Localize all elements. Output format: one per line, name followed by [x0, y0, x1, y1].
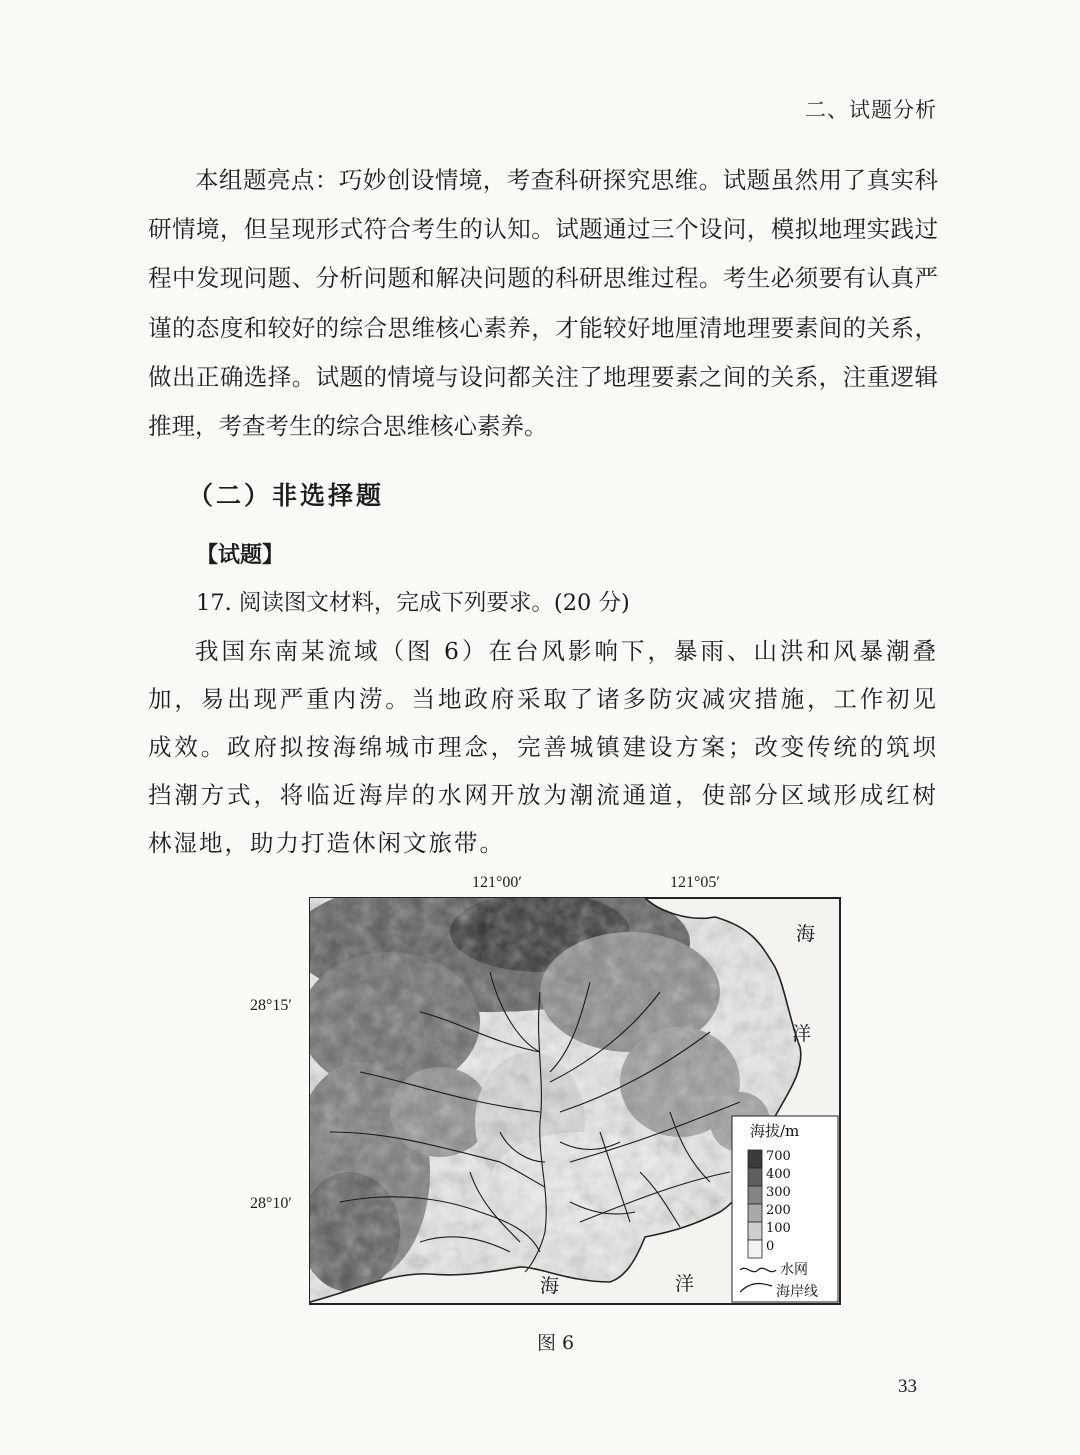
figure-map	[240, 872, 860, 1312]
legend-level-200: 200	[766, 1203, 791, 1218]
lon-label-121-05: 121°05′	[670, 874, 720, 891]
sea-label-east-2: 洋	[792, 1023, 812, 1045]
legend-level-0: 0	[766, 1239, 775, 1254]
legend-swatch-200	[748, 1204, 762, 1222]
sea-label-south-1: 海	[540, 1275, 560, 1297]
legend-swatch-100	[748, 1222, 762, 1240]
question-prompt: 17. 阅读图文材料，完成下列要求。(20 分)	[196, 590, 630, 616]
sea-label-east-1: 海	[796, 923, 816, 945]
page-number: 33	[898, 1376, 917, 1397]
legend-level-400: 400	[766, 1167, 791, 1182]
item-label: 【试题】	[196, 542, 285, 568]
legend-water-label: 水网	[780, 1262, 808, 1278]
sea-label-south-2: 洋	[675, 1273, 695, 1295]
legend-swatch-0	[748, 1240, 762, 1258]
lat-label-28-10: 28°10′	[250, 1195, 292, 1212]
section-title: （二）非选择题	[188, 481, 385, 510]
lat-label-28-15: 28°15′	[250, 997, 292, 1014]
legend-title: 海拔/m	[750, 1122, 800, 1140]
lon-label-121-00: 121°00′	[472, 874, 522, 891]
figure-caption: 图 6	[537, 1332, 575, 1354]
legend-swatch-700	[748, 1150, 762, 1168]
question-material: 我国东南某流域（图 6）在台风影响下，暴雨、山洪和风暴潮叠加，易出现严重内涝。当地政府采取了诸多防灾减灾措施，工作初见成效。政府拟按海绵城市理念，完善城镇建设方案；改变传统的筑坝挡潮方式，将临近海岸的水网开放为潮流通道，使部分区域形成红树林湿地，助力打造休闲文旅带。	[148, 637, 938, 857]
running-header: 二、试题分析	[805, 98, 937, 122]
relief-map-svg	[240, 872, 860, 1312]
map-legend	[732, 1116, 838, 1302]
legend-coast-label: 海岸线	[776, 1284, 818, 1300]
analysis-paragraph: 本组题亮点：巧妙创设情境，考查科研探究思维。试题虽然用了真实科研情境，但呈现形式符合考生的认知。试题通过三个设问，模拟地理实践过程中发现问题、分析问题和解决问题的科研思维过程。考生必须要有认真严谨的态度和较好的综合思维核心素养，才能较好地厘清地理要素间的关系，做出正确选择。试题的情境与设问都关注了地理要素之间的关系，注重逻辑推理，考查考生的综合思维核心素养。	[148, 166, 938, 441]
legend-swatch-300	[748, 1186, 762, 1204]
legend-swatch-400	[748, 1168, 762, 1186]
legend-level-300: 300	[766, 1185, 791, 1200]
legend-level-100: 100	[766, 1221, 791, 1236]
legend-level-700: 700	[766, 1149, 791, 1164]
